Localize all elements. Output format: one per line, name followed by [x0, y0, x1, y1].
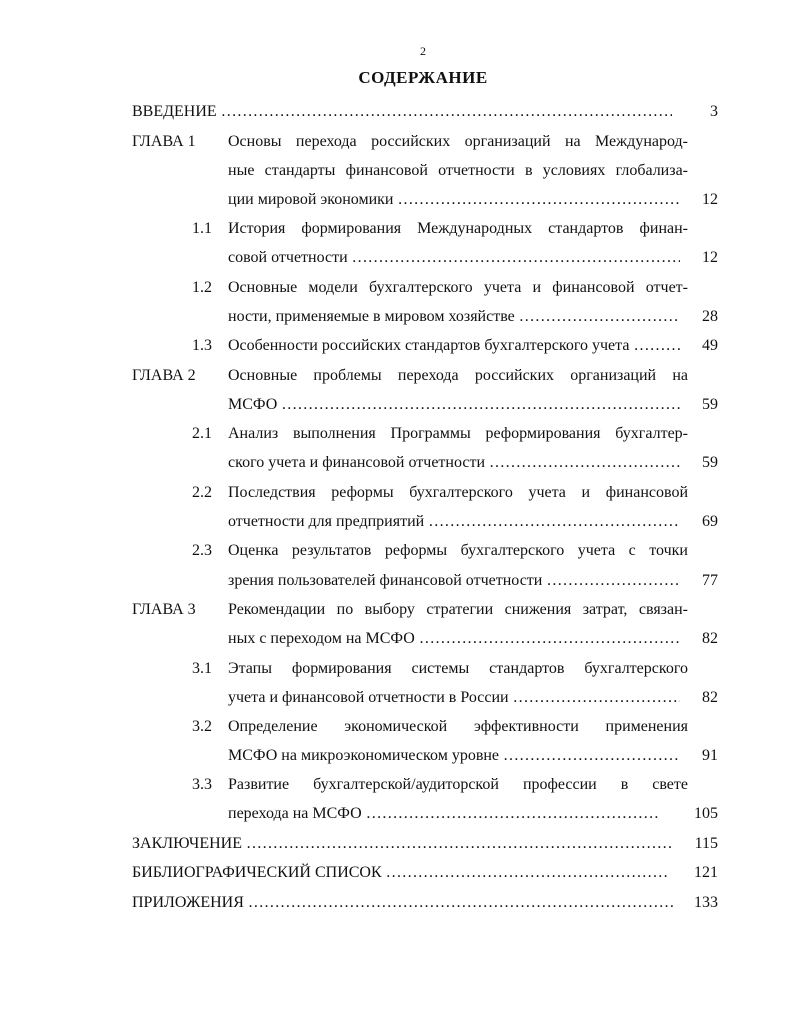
chapter-label: ГЛАВА 1 — [132, 133, 196, 150]
section-number: 3.1 — [192, 660, 212, 677]
section-number: 2.3 — [192, 542, 212, 559]
page-ref: 77 — [702, 572, 718, 589]
page-ref: 59 — [702, 396, 718, 413]
section-number: 1.1 — [192, 220, 212, 237]
page-ref: 115 — [694, 835, 718, 852]
toc-entry-section-1-3[interactable]: Особенности российских стандартов бухгалтерского учета …………………………………………………………………………………………………………………… — [228, 334, 680, 358]
toc-entry-text: ности, применяемые в мировом хозяйстве …………………………………………………………………………………………………………………… — [228, 305, 680, 329]
section-number: 3.2 — [192, 718, 212, 735]
toc-entry-text: МСФО …………………………………………………………………………………………………………………… — [228, 393, 680, 417]
section-number: 3.3 — [192, 776, 212, 793]
toc-entry-text: совой отчетности …………………………………………………………………………………………………………………… — [228, 246, 680, 270]
toc-entry-section-3-1[interactable]: Этапы формирования системы стандартов бухгалтерского — [228, 660, 688, 677]
toc-entry-chapter-2[interactable]: Основные проблемы перехода российских организаций на — [228, 367, 688, 384]
toc-entry-text: отчетности для предприятий …………………………………………………………………………………………………………………… — [228, 510, 680, 534]
toc-entry-section-1-2[interactable]: Основные модели бухгалтерского учета и финансовой отчет- — [228, 279, 688, 296]
page-ref: 82 — [702, 630, 718, 647]
page-ref: 105 — [694, 805, 718, 822]
page-ref: 49 — [702, 337, 718, 354]
toc-entry-chapter-3[interactable]: Рекомендации по выбору стратегии снижения затрат, связан- — [228, 601, 688, 618]
page-ref: 69 — [702, 513, 718, 530]
page-number: 2 — [420, 44, 426, 58]
page-ref: 28 — [702, 308, 718, 325]
page-ref: 121 — [694, 864, 718, 881]
section-number: 2.1 — [192, 425, 212, 442]
toc-entry-chapter-1[interactable]: Основы перехода российских организаций на Международ- — [228, 133, 688, 150]
toc-entry-bibliography[interactable]: БИБЛИОГРАФИЧЕСКИЙ СПИСОК …………………………………………………………………………………………………………………… — [132, 861, 668, 885]
chapter-label: ГЛАВА 2 — [132, 367, 196, 384]
toc-entry-text: зрения пользователей финансовой отчетности …………………………………………………………………………………………………………………… — [228, 569, 680, 593]
page-ref: 12 — [702, 191, 718, 208]
toc-entry-section-2-2[interactable]: Последствия реформы бухгалтерского учета и финансовой — [228, 484, 688, 501]
toc-entry-text: МСФО на микроэкономическом уровне …………………………………………………………………………………………………………………… — [228, 744, 680, 768]
toc-entry-text: ных с переходом на МСФО …………………………………………………………………………………………………………………… — [228, 627, 680, 651]
toc-entry-section-1-1[interactable]: История формирования Международных стандартов финан- — [228, 220, 688, 237]
toc-entry-appendices[interactable]: ПРИЛОЖЕНИЯ …………………………………………………………………………………………………………………… — [132, 891, 676, 915]
page-ref: 59 — [702, 454, 718, 471]
page-title: СОДЕРЖАНИЕ — [358, 68, 488, 87]
section-number: 2.2 — [192, 484, 212, 501]
toc-entry-introduction[interactable]: ВВЕДЕНИЕ …………………………………………………………………………………………………………………… — [132, 100, 672, 124]
page-ref: 91 — [702, 747, 718, 764]
toc-entry-text: ные стандарты финансовой отчетности в условиях глобализа- — [228, 162, 688, 179]
page-ref: 3 — [710, 103, 718, 120]
toc-entry-section-3-2[interactable]: Определение экономической эффективности применения — [228, 718, 688, 735]
toc-entry-text: перехода на МСФО …………………………………………………………………………………………………………………… — [228, 802, 660, 826]
chapter-label: ГЛАВА 3 — [132, 601, 196, 618]
toc-entry-conclusion[interactable]: ЗАКЛЮЧЕНИЕ …………………………………………………………………………………………………………………… — [132, 832, 672, 856]
page-ref: 82 — [702, 689, 718, 706]
toc-entry-text: ского учета и финансовой отчетности …………………………………………………………………………………………………………………… — [228, 451, 680, 475]
section-number: 1.2 — [192, 279, 212, 296]
page-ref: 133 — [694, 894, 718, 911]
toc-entry-section-2-3[interactable]: Оценка результатов реформы бухгалтерского учета с точки — [228, 542, 688, 559]
toc-entry-text: ции мировой экономики …………………………………………………………………………………………………………………… — [228, 188, 680, 212]
toc-entry-section-3-3[interactable]: Развитие бухгалтерской/аудиторской профессии в свете — [228, 776, 688, 793]
toc-entry-section-2-1[interactable]: Анализ выполнения Программы реформирования бухгалтер- — [228, 425, 688, 442]
page-ref: 12 — [702, 249, 718, 266]
toc-entry-text: учета и финансовой отчетности в России …………………………………………………………………………………………………………………… — [228, 686, 680, 710]
section-number: 1.3 — [192, 337, 212, 354]
